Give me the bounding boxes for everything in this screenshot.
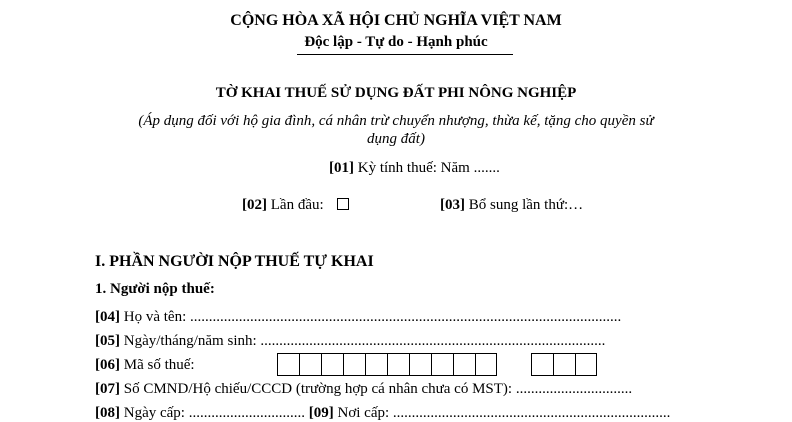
tax-code-box[interactable] <box>453 353 475 376</box>
field-code-06: [06] <box>95 357 120 373</box>
first-time-checkbox[interactable] <box>337 198 349 210</box>
field-code-07: [07] <box>95 381 120 397</box>
id-number-field[interactable] <box>95 381 632 398</box>
issue-date-dots: ............................... <box>188 405 305 421</box>
taxpayer-subheading: 1. Người nộp thuế: <box>95 281 215 297</box>
tax-code-box[interactable] <box>277 353 299 376</box>
country-name: CỘNG HÒA XÃ HỘI CHỦ NGHĨA VIỆT NAM <box>230 12 562 29</box>
issue-place-dots: .......................................................................... <box>392 405 671 421</box>
issue-info-field[interactable] <box>95 405 670 422</box>
tax-period-field <box>329 160 500 177</box>
tax-code-box[interactable] <box>387 353 409 376</box>
tax-code-box[interactable] <box>409 353 431 376</box>
first-time-field <box>242 197 349 214</box>
field-code-04: [04] <box>95 309 120 325</box>
tax-code-box[interactable] <box>321 353 343 376</box>
tax-code-label: Mã số thuế: <box>123 357 195 373</box>
section-heading: I. PHẦN NGƯỜI NỘP THUẾ TỰ KHAI <box>95 253 374 270</box>
tax-code-box[interactable] <box>365 353 387 376</box>
form-subtitle-line2: dụng đất) <box>367 131 425 147</box>
tax-code-field <box>95 357 195 374</box>
tax-code-box[interactable] <box>343 353 365 376</box>
tax-code-boxes-suffix[interactable] <box>531 353 597 376</box>
motto: Độc lập - Tự do - Hạnh phúc <box>304 34 488 50</box>
id-number-dots: ............................... <box>515 381 633 397</box>
tax-code-box[interactable] <box>431 353 453 376</box>
first-time-label: Lần đầu: <box>270 197 324 213</box>
full-name-field[interactable] <box>95 309 621 326</box>
full-name-label: Họ và tên: <box>123 309 190 325</box>
supplement-label: Bổ sung lần thứ:… <box>468 197 584 213</box>
field-code-08: [08] <box>95 405 120 421</box>
birth-date-field[interactable] <box>95 333 605 350</box>
tax-code-box[interactable] <box>553 353 575 376</box>
form-title: TỜ KHAI THUẾ SỬ DỤNG ĐẤT PHI NÔNG NGHIỆP <box>215 85 577 101</box>
birth-date-label: Ngày/tháng/năm sinh: <box>123 333 261 349</box>
field-code-09: [09] <box>308 405 334 421</box>
field-code-02: [02] <box>242 197 267 213</box>
field-code-03: [03] <box>440 197 465 213</box>
motto-underline <box>297 54 513 55</box>
tax-code-box[interactable] <box>575 353 597 376</box>
field-code-01: [01] <box>329 160 354 176</box>
full-name-dots: ................................................................................................................... <box>189 309 622 325</box>
tax-code-box[interactable] <box>299 353 321 376</box>
form-subtitle-line1: (Áp dụng đối với hộ gia đình, cá nhân trừ chuyển nhượng, thừa kế, tặng cho quyền sử <box>138 113 654 129</box>
tax-code-boxes-main[interactable] <box>277 353 497 376</box>
issue-place-label: Nơi cấp: <box>337 405 393 421</box>
tax-code-box[interactable] <box>531 353 553 376</box>
supplement-field <box>440 197 583 214</box>
issue-date-label: Ngày cấp: <box>123 405 189 421</box>
tax-code-box[interactable] <box>475 353 497 376</box>
birth-date-dots: ............................................................................................ <box>260 333 606 349</box>
id-number-label: Số CMND/Hộ chiếu/CCCD (trường hợp cá nhân chưa có MST): <box>123 381 516 397</box>
tax-period-label: Kỳ tính thuế: Năm ....... <box>357 160 500 176</box>
field-code-05: [05] <box>95 333 120 349</box>
